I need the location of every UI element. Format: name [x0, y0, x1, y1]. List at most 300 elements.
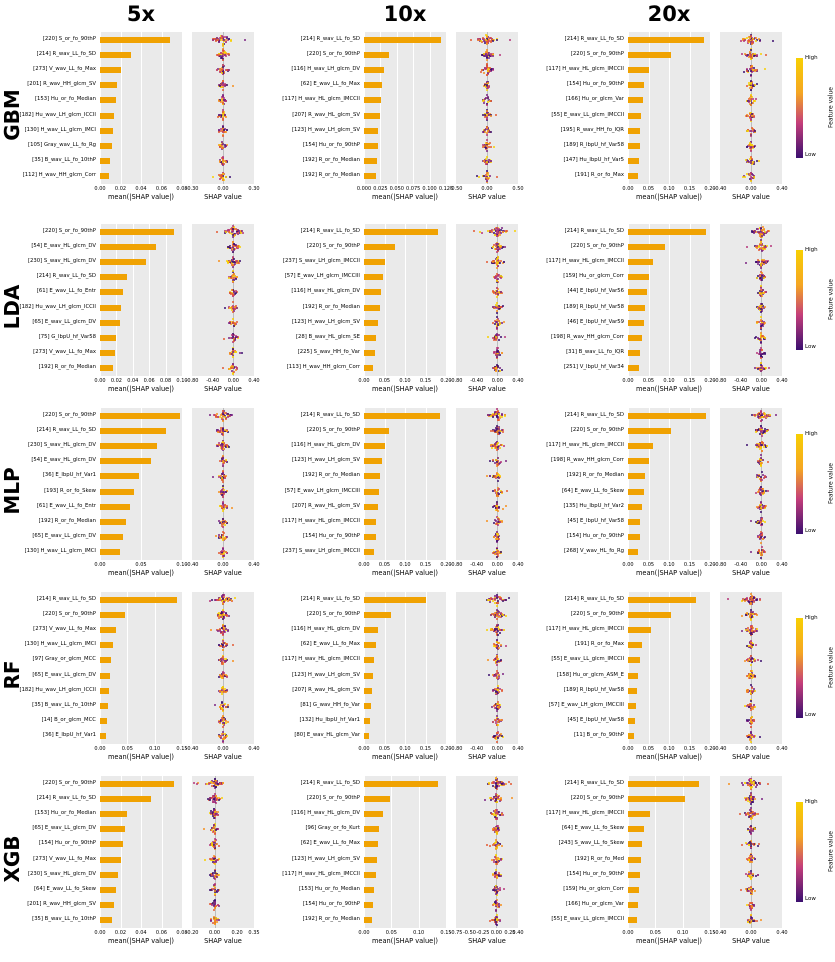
beeswarm-point — [759, 492, 761, 494]
beeswarm-point — [222, 726, 224, 728]
beeswarm-tick-label: 0.40 — [248, 746, 260, 752]
bar — [100, 657, 111, 663]
gridline — [391, 776, 392, 928]
beeswarm-point — [492, 40, 494, 42]
colorbar-low-label: Low — [805, 344, 816, 350]
beeswarm-point — [498, 477, 500, 479]
beeswarm-point — [487, 41, 489, 43]
beeswarm-point — [760, 293, 762, 295]
bar — [100, 673, 110, 679]
beeswarm-point — [751, 707, 753, 709]
bar — [100, 259, 146, 265]
bar — [364, 657, 374, 663]
x-tick-label: 0.15 — [440, 930, 452, 936]
colorbar — [796, 618, 803, 718]
beeswarm-point — [213, 905, 215, 907]
feature-label: [220] S_or_fo_90thP — [306, 242, 360, 249]
x-tick-label: 0.00 — [94, 930, 106, 936]
beeswarm-point — [749, 597, 751, 599]
gridline — [182, 776, 183, 928]
beeswarm-point — [750, 655, 752, 657]
beeswarm-point — [761, 262, 763, 264]
bar-axis-title: mean(|SHAP value|) — [635, 193, 703, 201]
chart-cell-XGB-5x — [12, 772, 270, 957]
beeswarm-point — [498, 538, 500, 540]
bar — [364, 82, 382, 88]
bar — [628, 52, 671, 58]
beeswarm-point — [759, 552, 761, 554]
beeswarm-point — [220, 616, 222, 618]
beeswarm-point — [222, 457, 224, 459]
bar-axis-title: mean(|SHAP value|) — [107, 753, 175, 761]
beeswarm-point — [214, 833, 216, 835]
beeswarm-point — [764, 322, 766, 324]
beeswarm-point — [222, 594, 224, 596]
beeswarm-point — [211, 599, 213, 601]
x-tick-label: 0.20 — [704, 186, 716, 192]
beeswarm-point — [213, 817, 215, 819]
beeswarm-tick-label: 0.25 — [504, 930, 516, 936]
beeswarm-point — [210, 920, 212, 922]
beeswarm-point — [764, 506, 766, 508]
bar — [364, 703, 371, 709]
x-tick-label: 0.075 — [406, 186, 421, 192]
x-tick-label: 0.10 — [176, 562, 188, 568]
bar — [364, 244, 395, 250]
bar — [364, 718, 370, 724]
feature-label: [207] R_wav_HL_glcm_SV — [292, 111, 360, 118]
bar — [628, 229, 706, 235]
x-tick-label: 0.15 — [683, 746, 696, 752]
x-tick-label: 0.00 — [358, 562, 370, 568]
x-tick-label: 0.00 — [622, 186, 634, 192]
beeswarm-point — [754, 706, 756, 708]
feature-label: [57] E_wav_LH_glcm_IMCCIII — [548, 702, 624, 708]
feature-label: [147] Hu_lbpU_hf_Var5 — [563, 157, 624, 164]
beeswarm-point — [210, 812, 212, 814]
beeswarm-point — [221, 55, 223, 57]
beeswarm-point — [496, 602, 498, 604]
feature-label: [182] Hu_wav_LH_glcm_ICCII — [19, 111, 96, 118]
bar — [100, 841, 123, 847]
beeswarm-point — [764, 337, 766, 339]
chart-cell-GBM-10x — [276, 28, 534, 213]
beeswarm-point — [218, 919, 220, 921]
beeswarm-point — [231, 507, 233, 509]
beeswarm-point — [751, 626, 753, 628]
beeswarm-point — [496, 280, 498, 282]
beeswarm-point — [223, 163, 225, 165]
beeswarm-point — [495, 446, 497, 448]
beeswarm-point — [220, 491, 222, 493]
chart-cell-RF-20x — [540, 588, 835, 773]
bar — [364, 597, 426, 603]
x-tick-label: 0.02 — [114, 186, 127, 192]
beeswarm-point — [762, 367, 764, 369]
beeswarm-point — [497, 457, 499, 459]
x-tick-label: 0.05 — [385, 930, 397, 936]
feature-label: [225] S_wav_HH_fo_Var — [297, 349, 360, 356]
colorbar-high-label: High — [805, 615, 818, 621]
feature-label: [192] R_or_fo_Median — [302, 916, 360, 923]
beeswarm-point — [233, 248, 235, 250]
bar — [100, 128, 113, 134]
beeswarm-point — [213, 877, 215, 879]
beeswarm-point — [761, 444, 763, 446]
feature-label: [153] Hu_or_fo_Median — [34, 810, 96, 816]
feature-label: [96] Gray_or_fo_Kurt — [305, 825, 360, 832]
beeswarm-point — [222, 722, 224, 724]
beeswarm-point — [225, 720, 227, 722]
feature-label: [65] E_wav_LL_glcm_DV — [32, 671, 96, 678]
feature-label: [220] S_or_fo_90thP — [306, 426, 360, 433]
feature-label: [273] V_wav_LL_fo_Max — [33, 349, 96, 356]
beeswarm-point — [486, 115, 488, 117]
beeswarm-point — [751, 127, 753, 129]
colorbar-high-label: High — [805, 247, 818, 253]
feature-label: [207] R_wav_HL_glcm_SV — [292, 686, 360, 693]
beeswarm-point — [225, 691, 227, 693]
bar — [364, 612, 391, 618]
chart-cell-MLP-20x — [540, 404, 835, 589]
beeswarm-point — [486, 63, 488, 65]
beeswarm-axis-title: SHAP value — [468, 753, 506, 761]
beeswarm-point — [755, 37, 757, 39]
x-tick-label: 0.000 — [356, 186, 372, 192]
bar — [364, 688, 372, 694]
beeswarm-point — [496, 461, 498, 463]
beeswarm-point — [214, 923, 216, 925]
beeswarm-point — [755, 431, 757, 433]
beeswarm-point — [225, 145, 227, 147]
feature-label: [62] E_wav_LL_fo_Max — [300, 81, 360, 88]
x-tick-label: 0.20 — [704, 378, 716, 384]
feature-label: [11] B_or_fo_90thP — [573, 732, 624, 739]
beeswarm-point — [500, 799, 502, 801]
beeswarm-point — [751, 57, 753, 59]
beeswarm-tick-label: -0.50 — [449, 186, 463, 192]
beeswarm-point — [218, 552, 220, 554]
beeswarm-point — [227, 706, 229, 708]
beeswarm-point — [754, 630, 756, 632]
beeswarm-point — [497, 782, 499, 784]
colorbar-title: Feature value — [827, 279, 835, 320]
feature-label: [237] S_wav_LH_glcm_IMCCII — [282, 258, 360, 264]
beeswarm-point — [496, 628, 498, 630]
beeswarm-point — [501, 813, 503, 815]
beeswarm-point — [499, 367, 501, 369]
feature-label: [61] E_wav_LL_fo_Entr — [36, 288, 96, 295]
beeswarm-point — [496, 356, 498, 358]
bar — [364, 259, 385, 265]
beeswarm-point — [505, 599, 507, 601]
feature-label: [220] S_or_fo_90thP — [306, 794, 360, 801]
feature-label: [192] R_or_fo_Median — [302, 303, 360, 310]
gridline — [162, 776, 163, 928]
beeswarm-point — [487, 130, 489, 132]
feature-label: [117] H_wav_HL_glcm_IMCCII — [282, 656, 360, 663]
feature-label: [214] R_wav_LL_fo_SD — [564, 411, 624, 418]
beeswarm-point — [222, 45, 224, 47]
bar — [364, 504, 378, 510]
gridline — [690, 592, 691, 744]
beeswarm-point — [486, 118, 488, 120]
beeswarm-tick-label: -0.40 — [470, 746, 484, 752]
feature-label: [64] E_wav_LL_fo_Skew — [33, 886, 96, 892]
bar — [628, 549, 638, 555]
beeswarm-point — [223, 737, 225, 739]
beeswarm-point — [235, 278, 237, 280]
bar — [100, 305, 121, 311]
beeswarm-point — [506, 490, 508, 492]
gridline — [710, 32, 711, 184]
bar — [628, 244, 665, 250]
beeswarm-point — [501, 227, 503, 229]
x-tick-label: 0.00 — [622, 746, 634, 752]
gridline — [446, 32, 447, 184]
feature-label: [123] H_wav_LH_glcm_SV — [291, 318, 360, 325]
gridline — [669, 224, 670, 376]
beeswarm-point — [222, 147, 224, 149]
gridline — [405, 224, 406, 376]
beeswarm-point — [215, 786, 217, 788]
bar — [628, 173, 638, 179]
beeswarm-point — [750, 664, 752, 666]
beeswarm-tick-label: 0.00 — [755, 562, 767, 568]
bar-axis-title: mean(|SHAP value|) — [371, 193, 439, 201]
x-tick-label: 0.15 — [419, 746, 432, 752]
feature-label: [214] R_wav_LL_fo_SD — [36, 794, 96, 801]
feature-label: [154] Hu_or_fo_90thP — [302, 901, 360, 908]
feature-label: [220] S_or_fo_90thP — [306, 50, 360, 57]
beeswarm-tick-label: 0.20 — [231, 930, 243, 936]
bar — [628, 97, 643, 103]
beeswarm-point — [500, 461, 502, 463]
beeswarm-point — [505, 505, 507, 507]
chart-cell-GBM-5x — [12, 28, 270, 213]
x-tick-label: 0.15 — [683, 562, 696, 568]
beeswarm-point — [499, 889, 501, 891]
bar — [628, 489, 644, 495]
beeswarm-panel — [192, 224, 254, 376]
bar — [628, 350, 640, 356]
beeswarm-point — [488, 143, 490, 145]
beeswarm-point — [217, 874, 219, 876]
gridline — [141, 32, 142, 184]
beeswarm-point — [752, 85, 754, 87]
beeswarm-point — [764, 68, 766, 70]
beeswarm-point — [215, 829, 217, 831]
feature-label: [191] R_or_fo_Max — [574, 172, 624, 179]
chart-cell-MLP-5x — [12, 404, 270, 589]
beeswarm-point — [494, 475, 496, 477]
bar — [100, 519, 126, 525]
bar — [100, 335, 116, 341]
beeswarm-tick-label: -0.40 — [206, 378, 220, 384]
beeswarm-point — [745, 614, 747, 616]
beeswarm-point — [500, 444, 502, 446]
beeswarm-point — [749, 615, 751, 617]
beeswarm-tick-label: 0.35 — [248, 930, 260, 936]
beeswarm-point — [216, 69, 218, 71]
beeswarm-point — [761, 349, 763, 351]
beeswarm-point — [750, 119, 752, 121]
beeswarm-point — [495, 871, 497, 873]
bar — [628, 504, 642, 510]
feature-label: [192] R_or_fo_Median — [566, 472, 624, 479]
feature-label: [55] E_wav_LL_glcm_IMCCII — [551, 656, 624, 663]
beeswarm-point — [501, 352, 503, 354]
bar — [628, 289, 647, 295]
beeswarm-point — [754, 660, 756, 662]
beeswarm-point — [747, 629, 749, 631]
beeswarm-point — [493, 445, 495, 447]
feature-label: [116] H_wav_HL_glcm_DV — [291, 810, 360, 816]
beeswarm-panel — [720, 224, 782, 376]
bar — [100, 428, 166, 434]
bar — [364, 627, 378, 633]
feature-label: [214] R_wav_LL_fo_SD — [564, 35, 624, 42]
beeswarm-point — [222, 709, 224, 711]
bar — [364, 143, 378, 149]
beeswarm-point — [761, 554, 763, 556]
feature-label: [220] S_or_fo_90thP — [306, 610, 360, 617]
feature-label: [45] E_lbpU_hf_Var58 — [567, 717, 624, 724]
beeswarm-point — [204, 859, 206, 861]
feature-label: [117] H_wav_HL_glcm_IMCCII — [546, 258, 624, 264]
gridline — [446, 592, 447, 744]
beeswarm-point — [488, 146, 490, 148]
x-tick-label: 0.025 — [373, 186, 388, 192]
bar — [100, 718, 107, 724]
beeswarm-point — [749, 53, 751, 55]
feature-label: [191] R_or_fo_Max — [574, 641, 624, 648]
beeswarm-axis-title: SHAP value — [732, 193, 770, 201]
beeswarm-point — [214, 778, 216, 780]
bar — [364, 428, 389, 434]
beeswarm-point — [222, 80, 224, 82]
beeswarm-point — [218, 54, 220, 56]
beeswarm-point — [492, 68, 494, 70]
beeswarm-point — [753, 232, 755, 234]
bar — [628, 657, 640, 663]
bar — [100, 597, 177, 603]
beeswarm-point — [494, 737, 496, 739]
beeswarm-point — [500, 904, 502, 906]
beeswarm-point — [223, 555, 225, 557]
column-header-20x: 20x — [647, 2, 691, 26]
beeswarm-point — [503, 629, 505, 631]
beeswarm-point — [768, 367, 770, 369]
beeswarm-point — [223, 522, 225, 524]
feature-label: [45] E_lbpU_hf_Var58 — [567, 518, 624, 524]
beeswarm-tick-label: 0.00 — [745, 186, 757, 192]
beeswarm-point — [214, 840, 216, 842]
beeswarm-point — [762, 549, 764, 551]
beeswarm-point — [214, 902, 216, 904]
beeswarm-point — [483, 102, 485, 104]
beeswarm-point — [760, 660, 762, 662]
beeswarm-tick-label: 0.40 — [512, 930, 524, 936]
feature-label: [189] R_lbpU_hf_Var58 — [563, 142, 624, 148]
feature-label: [135] Hu_lbpU_hf_Var2 — [563, 502, 624, 509]
beeswarm-tick-label: 0.30 — [248, 186, 260, 192]
beeswarm-tick-label: -0.80 — [713, 562, 727, 568]
beeswarm-point — [502, 614, 504, 616]
beeswarm-point — [225, 116, 227, 118]
beeswarm-axis-title: SHAP value — [204, 569, 242, 577]
beeswarm-panel — [720, 408, 782, 560]
x-tick-label: 0.20 — [440, 746, 452, 752]
feature-label: [268] V_wav_HL_fo_Rg — [564, 548, 624, 555]
beeswarm-point — [760, 447, 762, 449]
beeswarm-point — [492, 306, 494, 308]
gridline — [127, 592, 128, 744]
beeswarm-tick-label: 0.40 — [776, 746, 788, 752]
bar — [100, 244, 156, 250]
beeswarm-tick-label: 0.00 — [217, 562, 229, 568]
bar — [100, 365, 113, 371]
bar — [100, 97, 116, 103]
x-tick-label: 0.05 — [642, 378, 655, 384]
feature-label: [273] V_wav_LL_fo_Max — [33, 66, 96, 72]
feature-label: [55] E_wav_LL_glcm_IMCCII — [551, 111, 624, 118]
beeswarm-panel — [456, 224, 518, 376]
beeswarm-point — [491, 782, 493, 784]
x-tick-label: 0.04 — [135, 930, 147, 936]
feature-label: [214] R_wav_LL_fo_SD — [300, 35, 360, 42]
beeswarm-point — [219, 598, 221, 600]
bar — [364, 158, 377, 164]
bar — [364, 443, 385, 449]
beeswarm-point — [751, 414, 753, 416]
beeswarm-point — [486, 145, 488, 147]
beeswarm-point — [222, 412, 224, 414]
feature-label: [237] S_wav_LH_glcm_IMCCII — [282, 548, 360, 555]
beeswarm-point — [492, 55, 494, 57]
beeswarm-point — [497, 861, 499, 863]
beeswarm-point — [498, 875, 500, 877]
feature-label: [35] B_wav_LL_fo_10thP — [32, 157, 96, 164]
bar — [100, 887, 116, 893]
beeswarm-point — [500, 858, 502, 860]
bar — [100, 443, 157, 449]
beeswarm-point — [224, 412, 226, 414]
bar — [100, 857, 121, 863]
beeswarm-point — [745, 598, 747, 600]
feature-label: [220] S_or_fo_90thP — [570, 610, 624, 617]
beeswarm-point — [232, 274, 234, 276]
gridline — [182, 32, 183, 184]
gridline — [710, 408, 711, 560]
feature-label: [201] R_wav_HH_glcm_SV — [27, 81, 96, 88]
beeswarm-point — [749, 703, 751, 705]
beeswarm-point — [746, 691, 748, 693]
beeswarm-point — [744, 39, 746, 41]
bar — [628, 158, 639, 164]
beeswarm-point — [219, 114, 221, 116]
beeswarm-point — [228, 615, 230, 617]
beeswarm-point — [746, 705, 748, 707]
beeswarm-point — [746, 70, 748, 72]
beeswarm-point — [492, 689, 494, 691]
bar — [364, 841, 378, 847]
feature-label: [154] Hu_or_fo_90thP — [38, 840, 96, 847]
beeswarm-point — [495, 841, 497, 843]
beeswarm-panel — [456, 776, 518, 928]
beeswarm-point — [501, 322, 503, 324]
beeswarm-point — [222, 135, 224, 137]
